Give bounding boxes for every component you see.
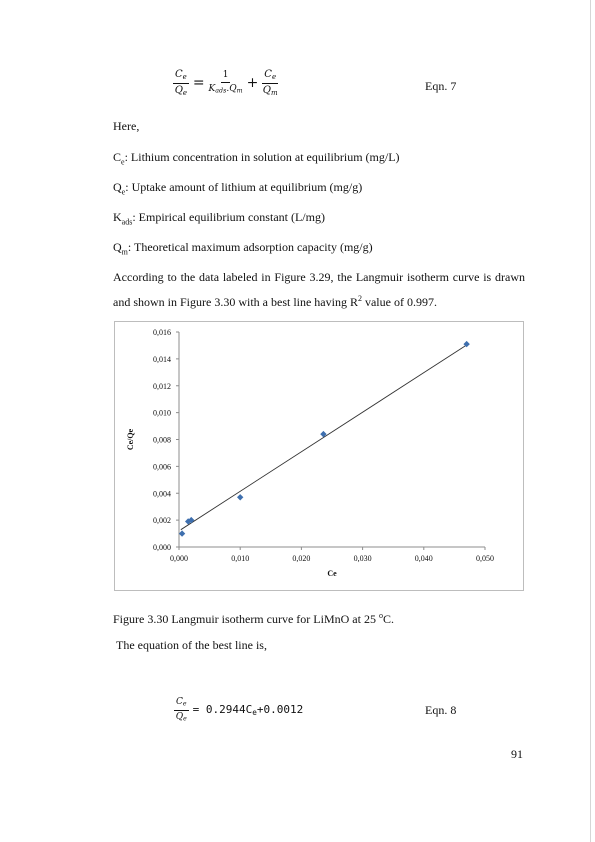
eq8-rhs: = $0.2944C_e+0.0012$ <box>192 703 304 718</box>
eq7-lhs-fraction: $\frac{C_e}{Q_e}$ <box>174 69 188 97</box>
trendline <box>181 345 467 530</box>
y-tick-label: 0,008 <box>153 435 171 445</box>
langmuir-chart <box>115 322 523 590</box>
definition-qe: $Q_e$: Uptake amount of lithium at equilibrium (mg/g) <box>113 180 363 197</box>
data-point <box>179 530 185 536</box>
y-tick-label: 0,014 <box>153 354 171 364</box>
y-tick-label: 0,010 <box>153 408 171 418</box>
y-tick-label: 0,006 <box>153 462 171 472</box>
eqn-8-label: Eqn. 8 <box>425 703 457 717</box>
y-tick-label: 0,016 <box>153 328 171 337</box>
eq7-mid-fraction: $\frac{1}{K_{ads}.Q_m}$ <box>208 70 243 95</box>
x-tick-label: 0,000 <box>170 554 188 563</box>
x-tick-label: 0,020 <box>292 554 311 563</box>
eq8-lhs-fraction: $\frac{C_e}{Q_e}$ <box>175 697 187 723</box>
x-tick-label: 0,010 <box>231 554 250 563</box>
page-number: 91 <box>511 747 523 761</box>
best-line-text: The equation of the best line is, <box>116 638 267 652</box>
y-tick-label: 0,000 <box>153 543 171 552</box>
equation-8 <box>174 698 303 723</box>
y-axis-label: Ce/Qe <box>126 428 135 451</box>
x-tick-label: 0,040 <box>414 554 433 563</box>
figure-caption: Figure 3.30 Langmuir isotherm curve for LiMnO at 25 $^o$C. <box>113 611 394 626</box>
eqn-7-label: Eqn. 7 <box>425 79 457 93</box>
definition-kads: $K_{ads}$: Empirical equilibrium constant (L/mg) <box>113 210 325 227</box>
data-point <box>237 494 243 500</box>
definition-qm: $Q_m$: Theoretical maximum adsorption capacity (mg/g) <box>113 240 373 257</box>
equation-7: $\frac{C_e}{Q_e}$ = $\frac{1}{K_{ads}.Q_m}$ + $\frac{C_e}{Q_m}$ <box>174 69 278 97</box>
here-label: Here, <box>113 119 140 133</box>
chart-frame <box>114 321 524 591</box>
y-tick-label: 0,002 <box>153 516 171 526</box>
page-edge <box>590 0 591 842</box>
eq7-rhs-fraction: $\frac{C_e}{Q_m}$ <box>262 69 278 97</box>
y-tick-label: 0,004 <box>153 489 171 499</box>
x-axis-label: Ce <box>327 569 337 578</box>
paragraph-langmuir: According to the data labeled in Figure 3.29, the Langmuir isotherm curve is drawn and shown in Figure 3.30 with a best line having $R^2$ value of 0.997. <box>113 270 525 309</box>
definition-ce: $C_e$: Lithium concentration in solution at equilibrium (mg/L) <box>113 150 400 167</box>
x-tick-label: 0,030 <box>353 554 372 563</box>
x-tick-label: 0,050 <box>476 554 494 563</box>
y-tick-label: 0,012 <box>153 381 171 391</box>
